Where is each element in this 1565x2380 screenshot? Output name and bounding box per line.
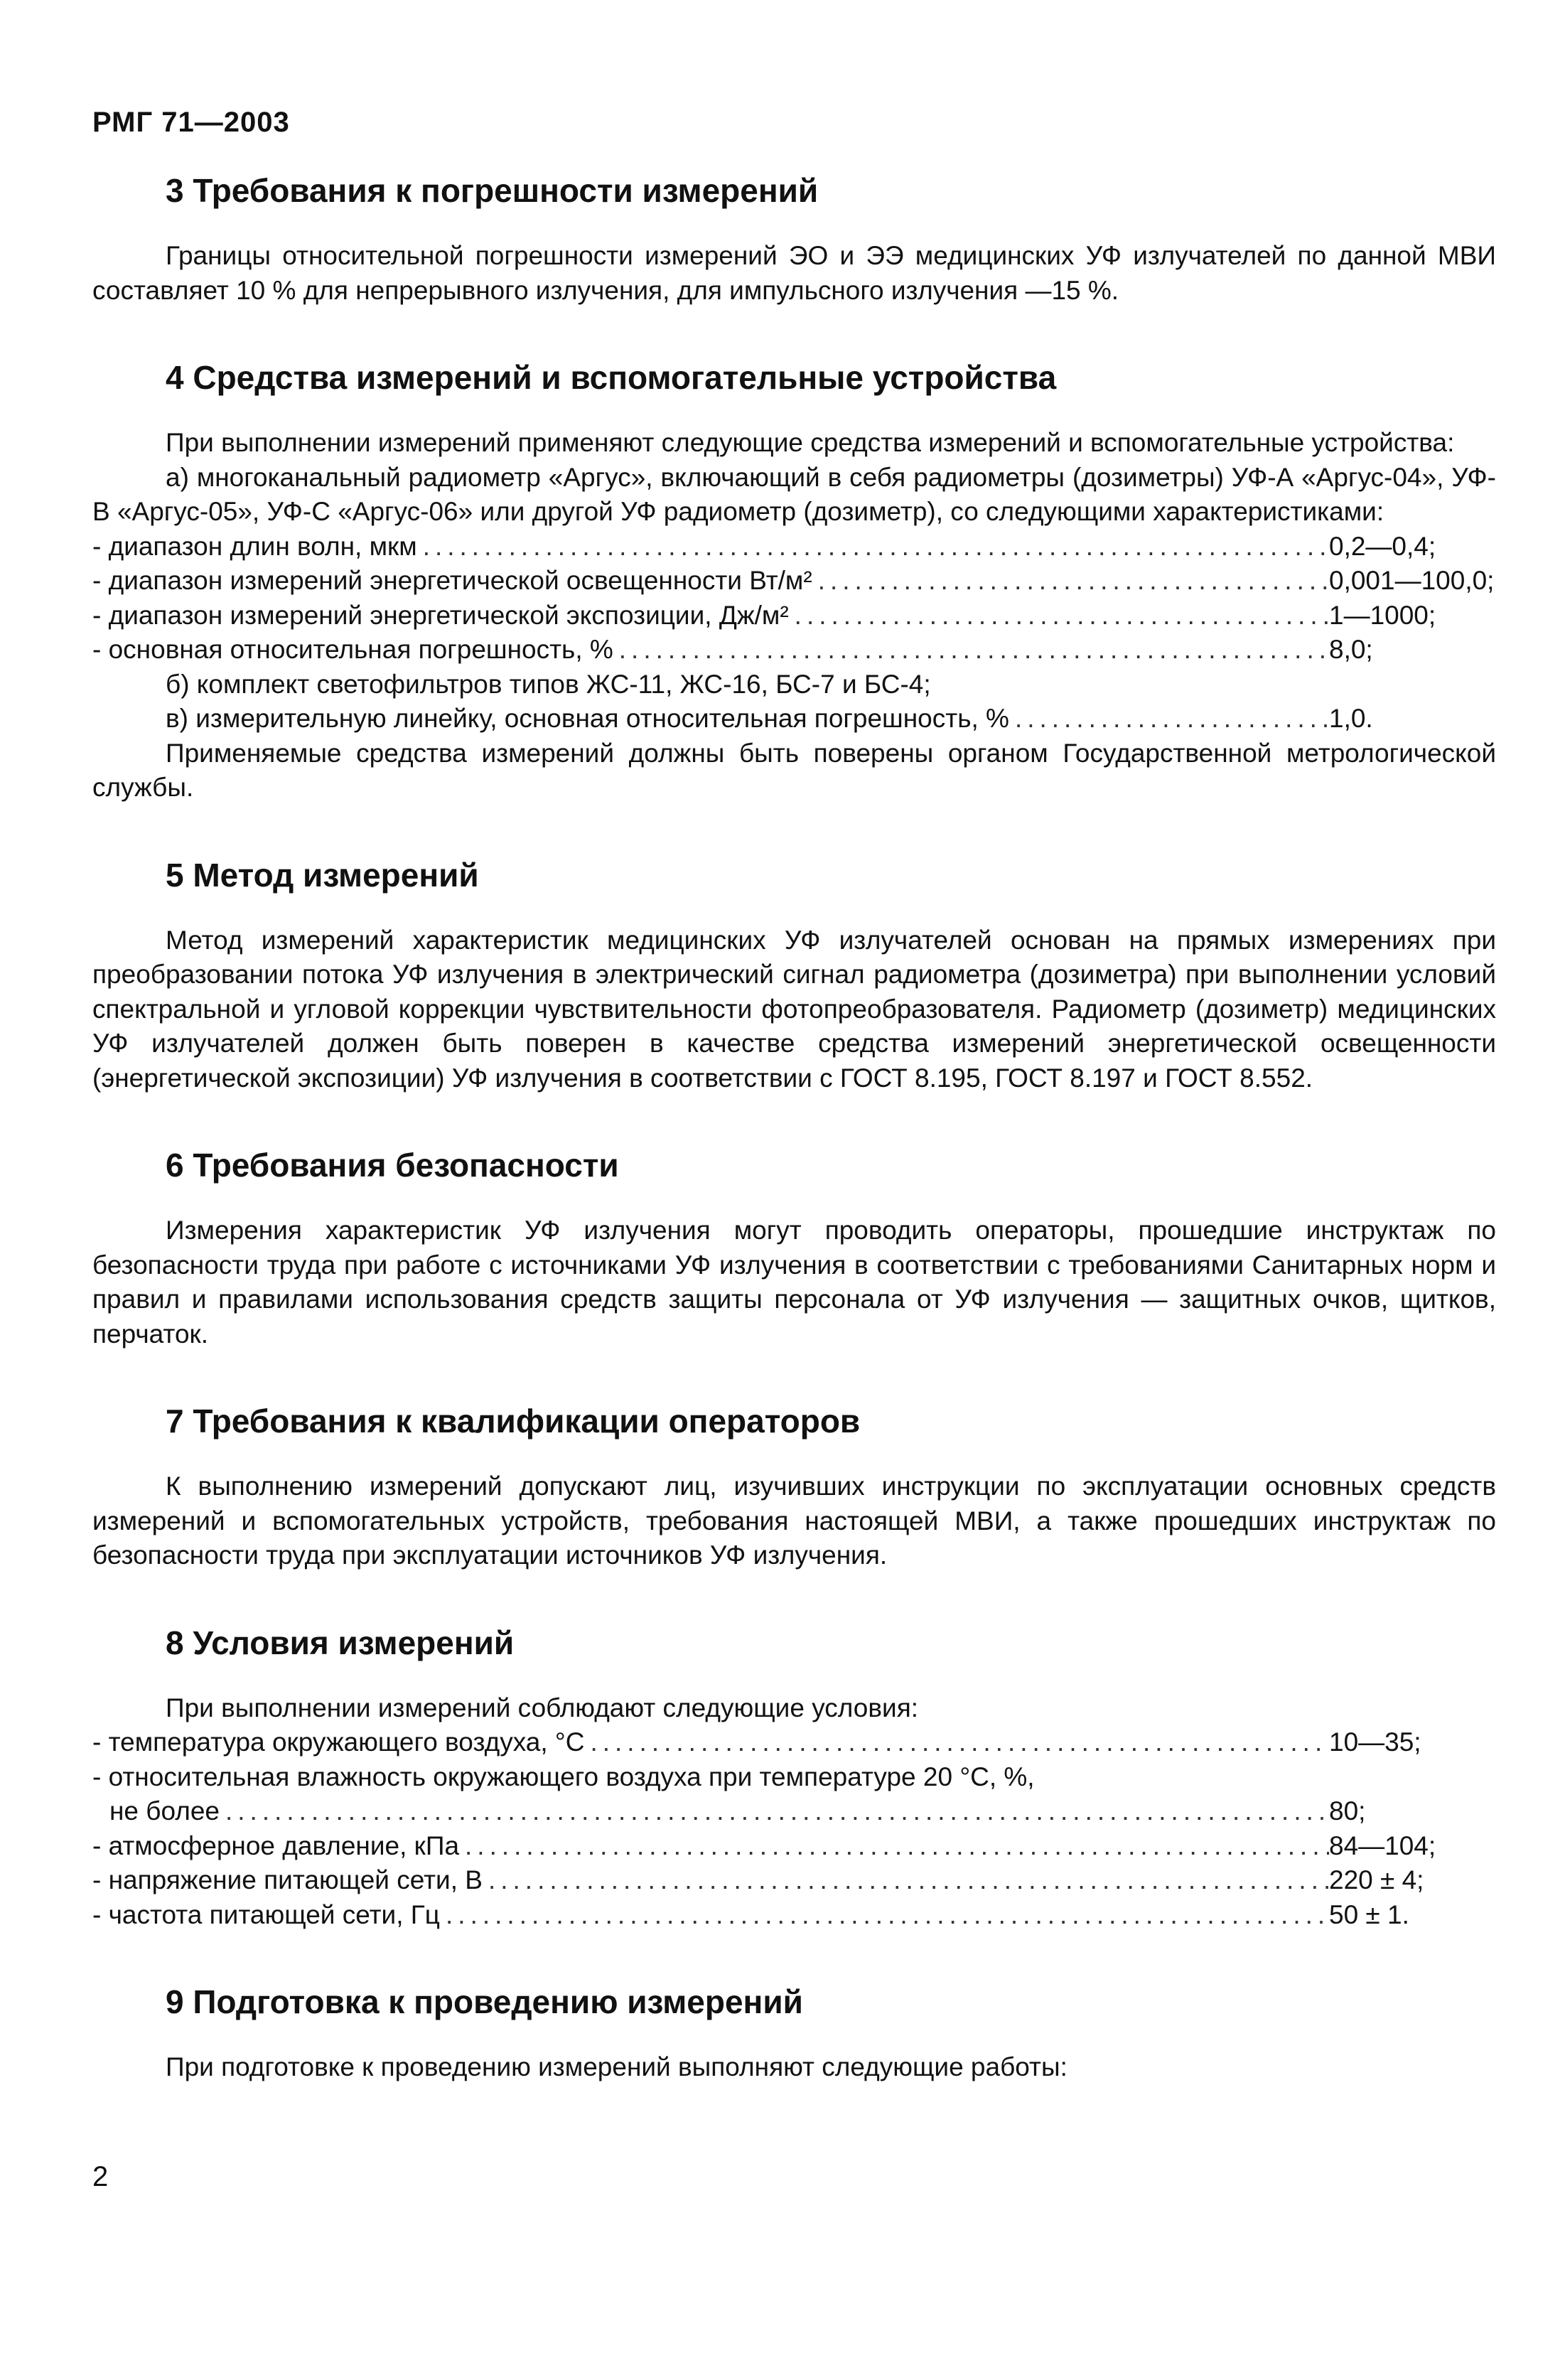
section-5-paragraph: Метод измерений характеристик медицинских УФ излучателей основан на прямых измерениях при преобразовании потока УФ излучения в электрический сигнал радиометра (дозиметра) при выполнении условий спектральной и угловой коррекции чувствительности фотопреобразователя. Радиометр (дозиметр) медицинских УФ излучателей должен быть поверен в качестве средства измерений энергетической освещенности (энергетической экспозиции) УФ излучения в соответствии с ГОСТ 8.195, ГОСТ 8.197 и ГОСТ 8.552. (92, 925, 1496, 1093)
leader-dots (613, 633, 1329, 668)
leader-dots (483, 1863, 1329, 1898)
section-9-intro: При подготовке к проведению измерений выполняют следующие работы: (166, 2052, 1067, 2081)
spec-label: в) измерительную линейку, основная относительная погрешность, % (166, 704, 1009, 733)
condition-row-humidity-line1 (92, 1760, 1496, 1795)
condition-label: - относительная влажность окружающего воздуха при температуре 20 °С, %, (92, 1762, 1035, 1791)
spec-label: - диапазон измерений энергетической освещенности Вт/м² (92, 566, 812, 595)
section-8-heading: 8 Условия измерений (166, 1624, 515, 1661)
condition-row-frequency (92, 1898, 1496, 1933)
section-4-intro: При выполнении измерений применяют следующие средства измерений и вспомогательные устройства: (166, 428, 1455, 457)
section-4-item-a: а) многоканальный радиометр «Аргус», включающий в себя радиометры (дозиметры) УФ-А «Аргус-04», УФ-В «Аргус-05», УФ-С «Аргус-06» или другой УФ радиометр (дозиметр), со следующими характеристиками: (92, 462, 1496, 526)
condition-label: - температура окружающего воздуха, °С (92, 1727, 585, 1757)
section-4-item-b: б) комплект светофильтров типов ЖС-11, ЖС-16, БС-7 и БС-4; (166, 669, 931, 699)
spec-row-error (92, 633, 1496, 668)
condition-row-voltage (92, 1863, 1496, 1898)
spec-label: - диапазон длин волн, мкм (92, 531, 417, 561)
leader-dots (812, 564, 1329, 599)
spec-value: 0,001—100,0; (1329, 566, 1495, 595)
section-7-paragraph: К выполнению измерений допускают лиц, изучивших инструкции по эксплуатации основных средств измерений и вспомогательных устройств, требования настоящей МВИ, а также прошедших инструктаж по безопасности труда при эксплуатации источников УФ излучения. (92, 1472, 1496, 1570)
condition-label: - частота питающей сети, Гц (92, 1899, 441, 1929)
section-7-heading: 7 Требования к квалификации операторов (166, 1403, 861, 1440)
section-4-heading: 4 Средства измерений и вспомогательные устройства (166, 359, 1057, 396)
spec-label: - основная относительная погрешность, % (92, 635, 613, 664)
leader-dots (584, 1725, 1329, 1760)
page-number: 2 (92, 2161, 109, 2192)
leader-dots (417, 530, 1329, 564)
leader-dots (1009, 702, 1329, 736)
section-4-item-v (92, 702, 1496, 736)
spec-value: 1,0. (1329, 704, 1373, 733)
section-9-heading: 9 Подготовка к проведению измерений (166, 1983, 803, 2020)
spec-value: 8,0; (1329, 635, 1373, 664)
leader-dots (440, 1898, 1329, 1933)
leader-dots (220, 1794, 1329, 1829)
condition-value: 50 ± 1. (1329, 1899, 1409, 1929)
spec-label: - диапазон измерений энергетической экспозиции, Дж/м² (92, 600, 789, 630)
leader-dots (459, 1829, 1329, 1864)
condition-label: - напряжение питающей сети, В (92, 1865, 483, 1894)
section-8-intro: При выполнении измерений соблюдают следующие условия: (166, 1693, 919, 1722)
condition-row-humidity (92, 1794, 1496, 1829)
condition-label: - атмосферное давление, кПа (92, 1830, 460, 1860)
condition-row-temperature (92, 1725, 1496, 1760)
spec-row-irradiance (92, 564, 1496, 599)
condition-row-pressure (92, 1829, 1496, 1864)
section-4-note: Применяемые средства измерений должны быть поверены органом Государственной метрологической службы. (92, 738, 1496, 802)
leader-dots (789, 599, 1329, 633)
section-6-paragraph: Измерения характеристик УФ излучения могут проводить операторы, прошедшие инструктаж по безопасности труда при работе с источниками УФ излучения в соответствии с требованиями Санитарных норм и правил и правилами использования средств защиты персонала от УФ излучения — защитных очков, щитков, перчаток. (92, 1216, 1496, 1349)
spec-value: 1—1000; (1329, 600, 1436, 630)
page-content (92, 171, 1496, 2085)
section-3-heading: 3 Требования к погрешности измерений (166, 172, 819, 209)
document-code: РМГ 71—2003 (92, 107, 290, 138)
spec-row-exposure (92, 599, 1496, 633)
condition-value: 10—35; (1329, 1727, 1421, 1757)
condition-value: 80; (1329, 1796, 1366, 1826)
section-3-paragraph: Границы относительной погрешности измерений ЭО и ЭЭ медицинских УФ излучателей по данной МВИ составляет 10 % для непрерывного излучения, для импульсного излучения —15 %. (92, 241, 1496, 305)
section-5-heading: 5 Метод измерений (166, 856, 479, 894)
condition-value: 220 ± 4; (1329, 1865, 1424, 1894)
condition-value: 84—104; (1329, 1830, 1436, 1860)
spec-row-wavelength (92, 530, 1496, 564)
condition-label: не более (109, 1796, 220, 1826)
spec-value: 0,2—0,4; (1329, 531, 1436, 561)
section-6-heading: 6 Требования безопасности (166, 1147, 619, 1184)
